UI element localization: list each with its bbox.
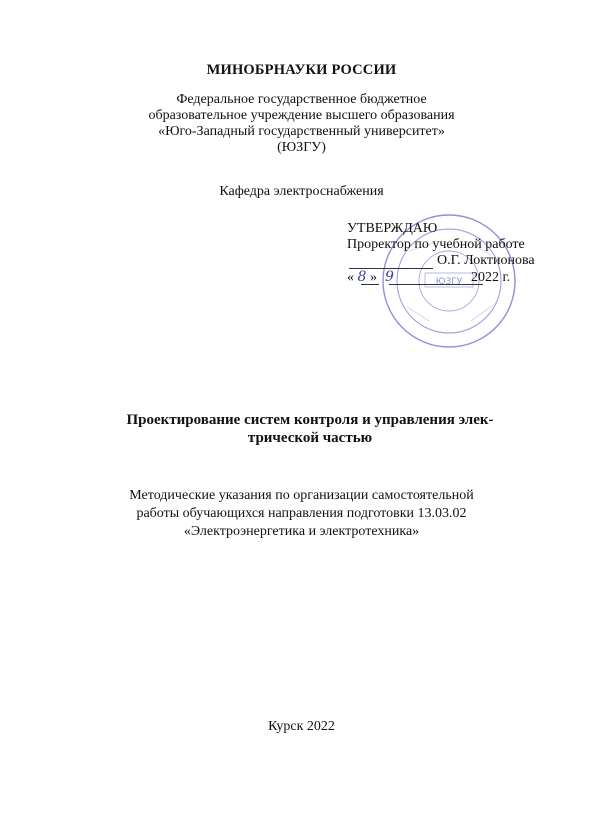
org-line-3: «Юго-Западный государственный университет» [158, 124, 445, 139]
signature-row [347, 253, 535, 269]
date-row [347, 269, 535, 285]
subtitle-line-1: Методические указания по организации самостоятельной [129, 488, 474, 503]
date-month: 9 [385, 269, 394, 285]
month-underline [389, 284, 483, 285]
organization-block [0, 92, 603, 156]
city-year: Курск 2022 [268, 719, 335, 734]
date-day: 8 [357, 269, 367, 285]
date-open-quote: « [347, 270, 354, 285]
day-underline [361, 284, 379, 285]
subtitle-line-3: «Электроэнергетика и электротехника» [183, 524, 420, 539]
title-line-1: Проектирование систем контроля и управления элек- [126, 412, 494, 428]
org-line-1: Федеральное государственное бюджетное [176, 92, 427, 107]
department-name: Кафедра электроснабжения [219, 184, 384, 199]
approval-block [347, 221, 535, 285]
document-subtitle [0, 487, 603, 541]
date-year: 2022 г. [471, 270, 511, 285]
document-title [95, 411, 525, 447]
org-line-2: образовательное учреждение высшего образования [148, 108, 455, 123]
ministry-name: МИНОБРНАУКИ РОССИИ [206, 62, 397, 78]
title-line-2: трической частью [247, 430, 373, 446]
date-close-quote: » [370, 270, 377, 285]
org-line-4: (ЮЗГУ) [277, 140, 326, 155]
approve-label: УТВЕРЖДАЮ [347, 221, 438, 236]
approver-position: Проректор по учебной работе [347, 237, 525, 252]
signatory-name: О.Г. Локтионова [437, 253, 535, 268]
stamp-label: ЮЗГУ [435, 277, 463, 287]
subtitle-line-2: работы обучающихся направления подготовки 13.03.02 [136, 506, 467, 521]
